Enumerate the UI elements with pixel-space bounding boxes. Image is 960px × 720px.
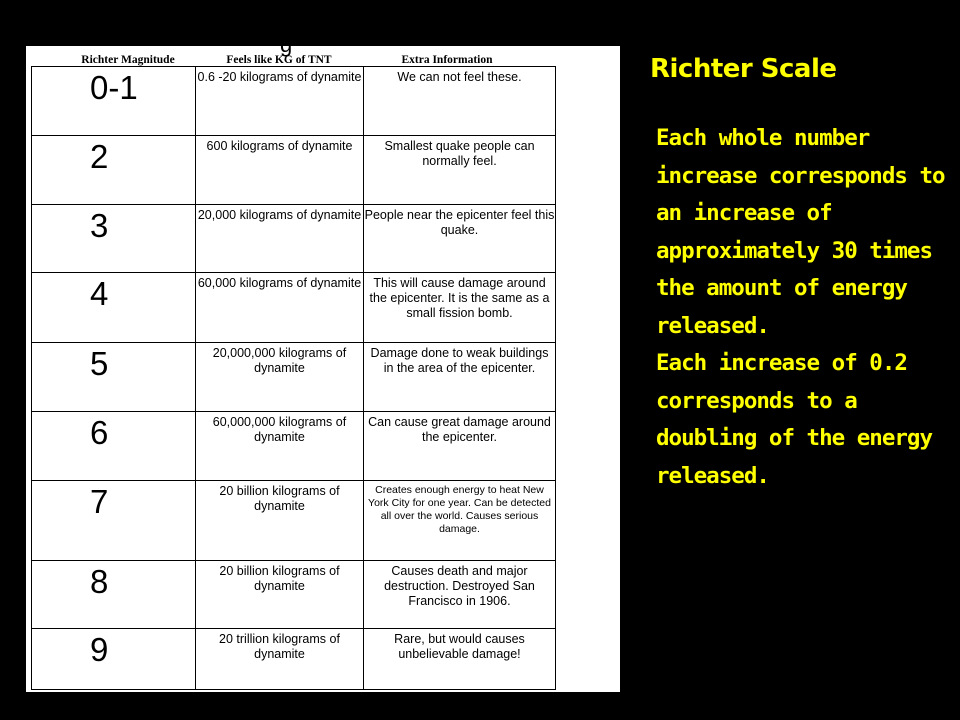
info-cell: We can not feel these.: [364, 67, 556, 136]
info-cell: Creates enough energy to heat New York City for one year. Can be detected all over the world. Causes serious damage.: [364, 481, 556, 561]
table-row: [32, 67, 556, 136]
slide-body: [656, 120, 946, 495]
slide-title: Richter Scale: [650, 54, 837, 84]
tnt-cell: 60,000 kilograms of dynamite: [196, 273, 364, 343]
info-cell: Rare, but would causes unbelievable damage!: [364, 629, 556, 690]
tnt-cell: 0.6 -20 kilograms of dynamite: [196, 67, 364, 136]
magnitude-cell: 0-1: [32, 67, 196, 136]
tnt-cell: 60,000,000 kilograms of dynamite: [196, 412, 364, 481]
doubling-paragraph: Each increase of 0.2 corresponds to a doubling of the energy released.: [656, 350, 933, 489]
info-cell: Causes death and major destruction. Destroyed San Francisco in 1906.: [364, 561, 556, 629]
table-row: [32, 343, 556, 412]
magnitude-cell: 3: [32, 205, 196, 273]
info-cell: This will cause damage around the epicenter. It is the same as a small fission bomb.: [364, 273, 556, 343]
magnitude-cell: 9: [32, 629, 196, 690]
table-row: [32, 205, 556, 273]
info-cell: Smallest quake people can normally feel.: [364, 136, 556, 205]
table-row: [32, 629, 556, 690]
table-row: [32, 561, 556, 629]
table-row: [32, 273, 556, 343]
info-cell: Damage done to weak buildings in the area of the epicenter.: [364, 343, 556, 412]
richter-table: [31, 66, 556, 690]
tnt-cell: 600 kilograms of dynamite: [196, 136, 364, 205]
table-row: [32, 412, 556, 481]
info-cell: Can cause great damage around the epicenter.: [364, 412, 556, 481]
tnt-cell: 20 trillion kilograms of dynamite: [196, 629, 364, 690]
tnt-cell: 20,000,000 kilograms of dynamite: [196, 343, 364, 412]
info-cell: People near the epicenter feel this quake.: [364, 205, 556, 273]
energy-increase-paragraph: Each whole number increase corresponds to an increase of approximately 30 times the amount of energy released.: [656, 125, 945, 339]
tnt-cell: 20,000 kilograms of dynamite: [196, 205, 364, 273]
header-tnt: Feels like KG of TNT: [226, 54, 332, 66]
table-row: [32, 136, 556, 205]
cropped-title-fragment: g: [280, 32, 293, 57]
magnitude-cell: 6: [32, 412, 196, 481]
table-row: [32, 481, 556, 561]
header-extra-info: Extra Information: [401, 54, 493, 66]
header-magnitude: Richter Magnitude: [81, 54, 175, 66]
magnitude-cell: 4: [32, 273, 196, 343]
tnt-cell: 20 billion kilograms of dynamite: [196, 561, 364, 629]
magnitude-cell: 2: [32, 136, 196, 205]
magnitude-cell: 5: [32, 343, 196, 412]
tnt-cell: 20 billion kilograms of dynamite: [196, 481, 364, 561]
magnitude-cell: 7: [32, 481, 196, 561]
magnitude-cell: 8: [32, 561, 196, 629]
richter-table-image: [26, 32, 620, 692]
